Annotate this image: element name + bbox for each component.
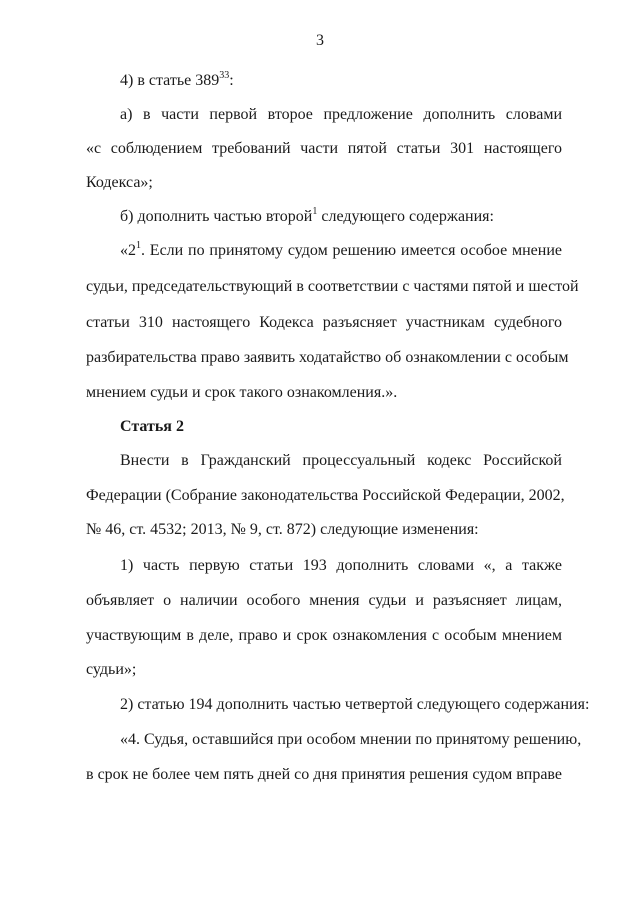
article-2-heading: Статья 2 xyxy=(120,418,184,435)
quote-1-line-4: разбирательства право заявить ходатайство об ознакомлении с особым xyxy=(86,349,569,366)
item-4-line xyxy=(120,72,234,90)
item-4a-line-3: Кодекса»; xyxy=(86,174,153,191)
item-2-line: 2) статью 194 дополнить частью четвертой следующего содержания: xyxy=(120,696,590,713)
item-4-superscript: 33 xyxy=(219,70,230,81)
quote-1-line-2: судьи, председательствующий в соответствии с частями пятой и шестой xyxy=(86,278,579,295)
item-4a-line-2: «с соблюдением требований части пятой статьи 301 настоящего xyxy=(86,140,562,157)
quote-2-line-2: в срок не более чем пять дней со дня принятия решения судом вправе xyxy=(86,766,562,783)
intro-line-1: Внести в Гражданский процессуальный кодекс Российской xyxy=(120,452,562,469)
item-4b-superscript: 1 xyxy=(312,206,318,217)
intro-line-2: Федерации (Собрание законодательства Российской Федерации, 2002, xyxy=(86,487,565,504)
item-4a-line-1: а) в части первой второе предложение дополнить словами xyxy=(120,106,562,123)
item-4b-line xyxy=(120,208,494,226)
item-1-line-2: объявляет о наличии особого мнения судьи и разъясняет лицам, xyxy=(86,592,562,609)
quote-1-text: . Если по принятому судом решению имеется особое мнение xyxy=(141,242,562,259)
item-4b-text: б) дополнить частью второй xyxy=(120,208,313,225)
item-4b-suffix: следующего содержания: xyxy=(317,208,494,225)
quote-2-line-1: «4. Судья, оставшийся при особом мнении по принятому решению, xyxy=(120,731,582,748)
quote-1-line-3: статьи 310 настоящего Кодекса разъясняет участникам судебного xyxy=(86,314,562,331)
item-1-line-1: 1) часть первую статьи 193 дополнить словами «, а также xyxy=(120,557,562,574)
item-1-line-4: судьи»; xyxy=(86,661,137,678)
quote-1-line-1 xyxy=(120,242,562,260)
item-1-line-3: участвующим в деле, право и срок ознакомления с особым мнением xyxy=(86,627,562,644)
page-number: 3 xyxy=(316,32,324,49)
quote-1-number: «2 xyxy=(120,242,136,259)
item-4-text: 4) в статье 389 xyxy=(120,72,220,89)
intro-line-3: № 46, ст. 4532; 2013, № 9, ст. 872) следующие изменения: xyxy=(86,521,479,538)
item-4-colon: : xyxy=(229,72,234,89)
quote-1-line-5: мнением судьи и срок такого ознакомления.». xyxy=(86,384,398,401)
quote-1-superscript: 1 xyxy=(136,240,141,251)
